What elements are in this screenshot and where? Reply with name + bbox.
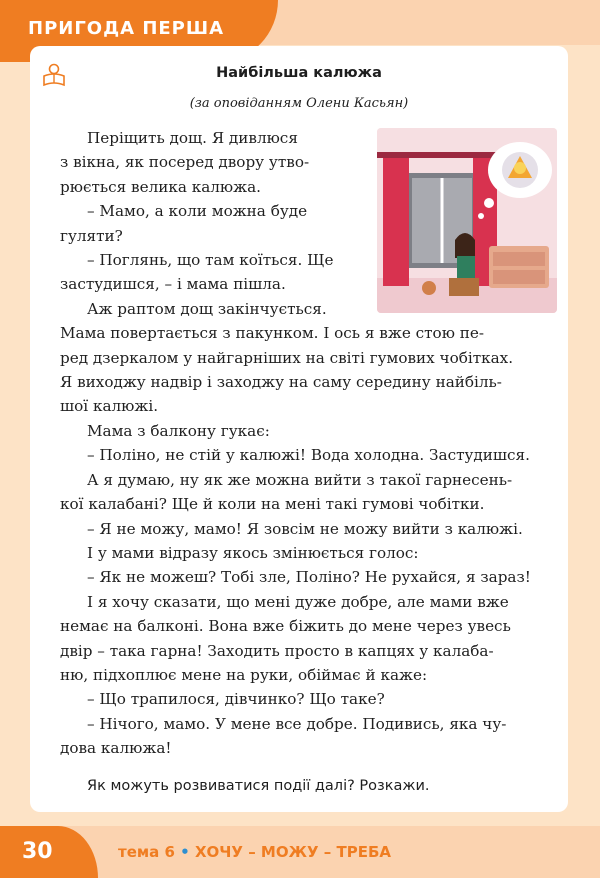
paragraph: – Як не можеш? Тобі зле, Поліно? Не рухайся, я зараз!: [87, 568, 531, 587]
theme-label: тема 6: [118, 843, 175, 861]
paragraph: Мама з балкону гукає:: [87, 421, 270, 440]
paragraph: – Я не можу, мамо! Я зовсім не можу вийти з калюжі.: [87, 519, 523, 538]
theme-separator: •: [180, 843, 190, 861]
paragraph: А я думаю, ну як же можна вийти з такої гарнесень- кої калабані? Ще й коли на мені такі гумові чобітки.: [60, 470, 513, 514]
section-title: ПРИГОДА ПЕРША: [28, 18, 225, 39]
paragraph: – Нічого, мамо. У мене все добре. Подивись, яка чу- дова калюжа!: [60, 714, 507, 758]
paragraph: – Що трапилося, дівчинко? Що таке?: [87, 690, 385, 709]
paragraph: – Поліно, не стій у калюжі! Вода холодна. Застудишся.: [87, 446, 530, 465]
paragraph: Аж раптом дощ закінчується.: [87, 299, 327, 318]
paragraph: Мама повертається з пакунком. І ось я вже стою пе- ред дзеркалом у найгарніших на світі гумових чобітках. Я виходжу надвір і заходжу на саму середину найбіль- шої калюжі.: [60, 324, 514, 416]
paragraph: – Мамо, а коли можна буде гуляти?: [60, 202, 308, 245]
paragraph: І у мами відразу якось змінюється голос:: [87, 543, 419, 562]
paragraph: Періщить дощ. Я дивлюся з вікна, як посеред двору утво- рюється велика калюжа.: [60, 129, 310, 196]
story-text: [60, 126, 586, 761]
page-number: 30: [22, 839, 53, 864]
paragraph: – Поглянь, що там коїться. Ще застудишся, – і мама пішла.: [60, 251, 334, 294]
footer-theme: [118, 843, 391, 861]
story-card: [30, 46, 568, 812]
story-source: (за оповіданням Олени Касьян): [189, 96, 409, 111]
task-question: Як можуть розвиватися події далі? Розкажи.: [87, 778, 430, 794]
paragraph: І я хочу сказати, що мені дуже добре, але мами вже немає на балконі. Вона вже біжить до мене через увесь двір – така гарна! Заходить просто в капцях у калаба- ню, підхоплює мене на руки, обіймає й каже:: [60, 592, 511, 684]
theme-text: ХОЧУ – МОЖУ – ТРЕБА: [194, 843, 391, 861]
story-title: Найбільша калюжа: [216, 65, 382, 81]
